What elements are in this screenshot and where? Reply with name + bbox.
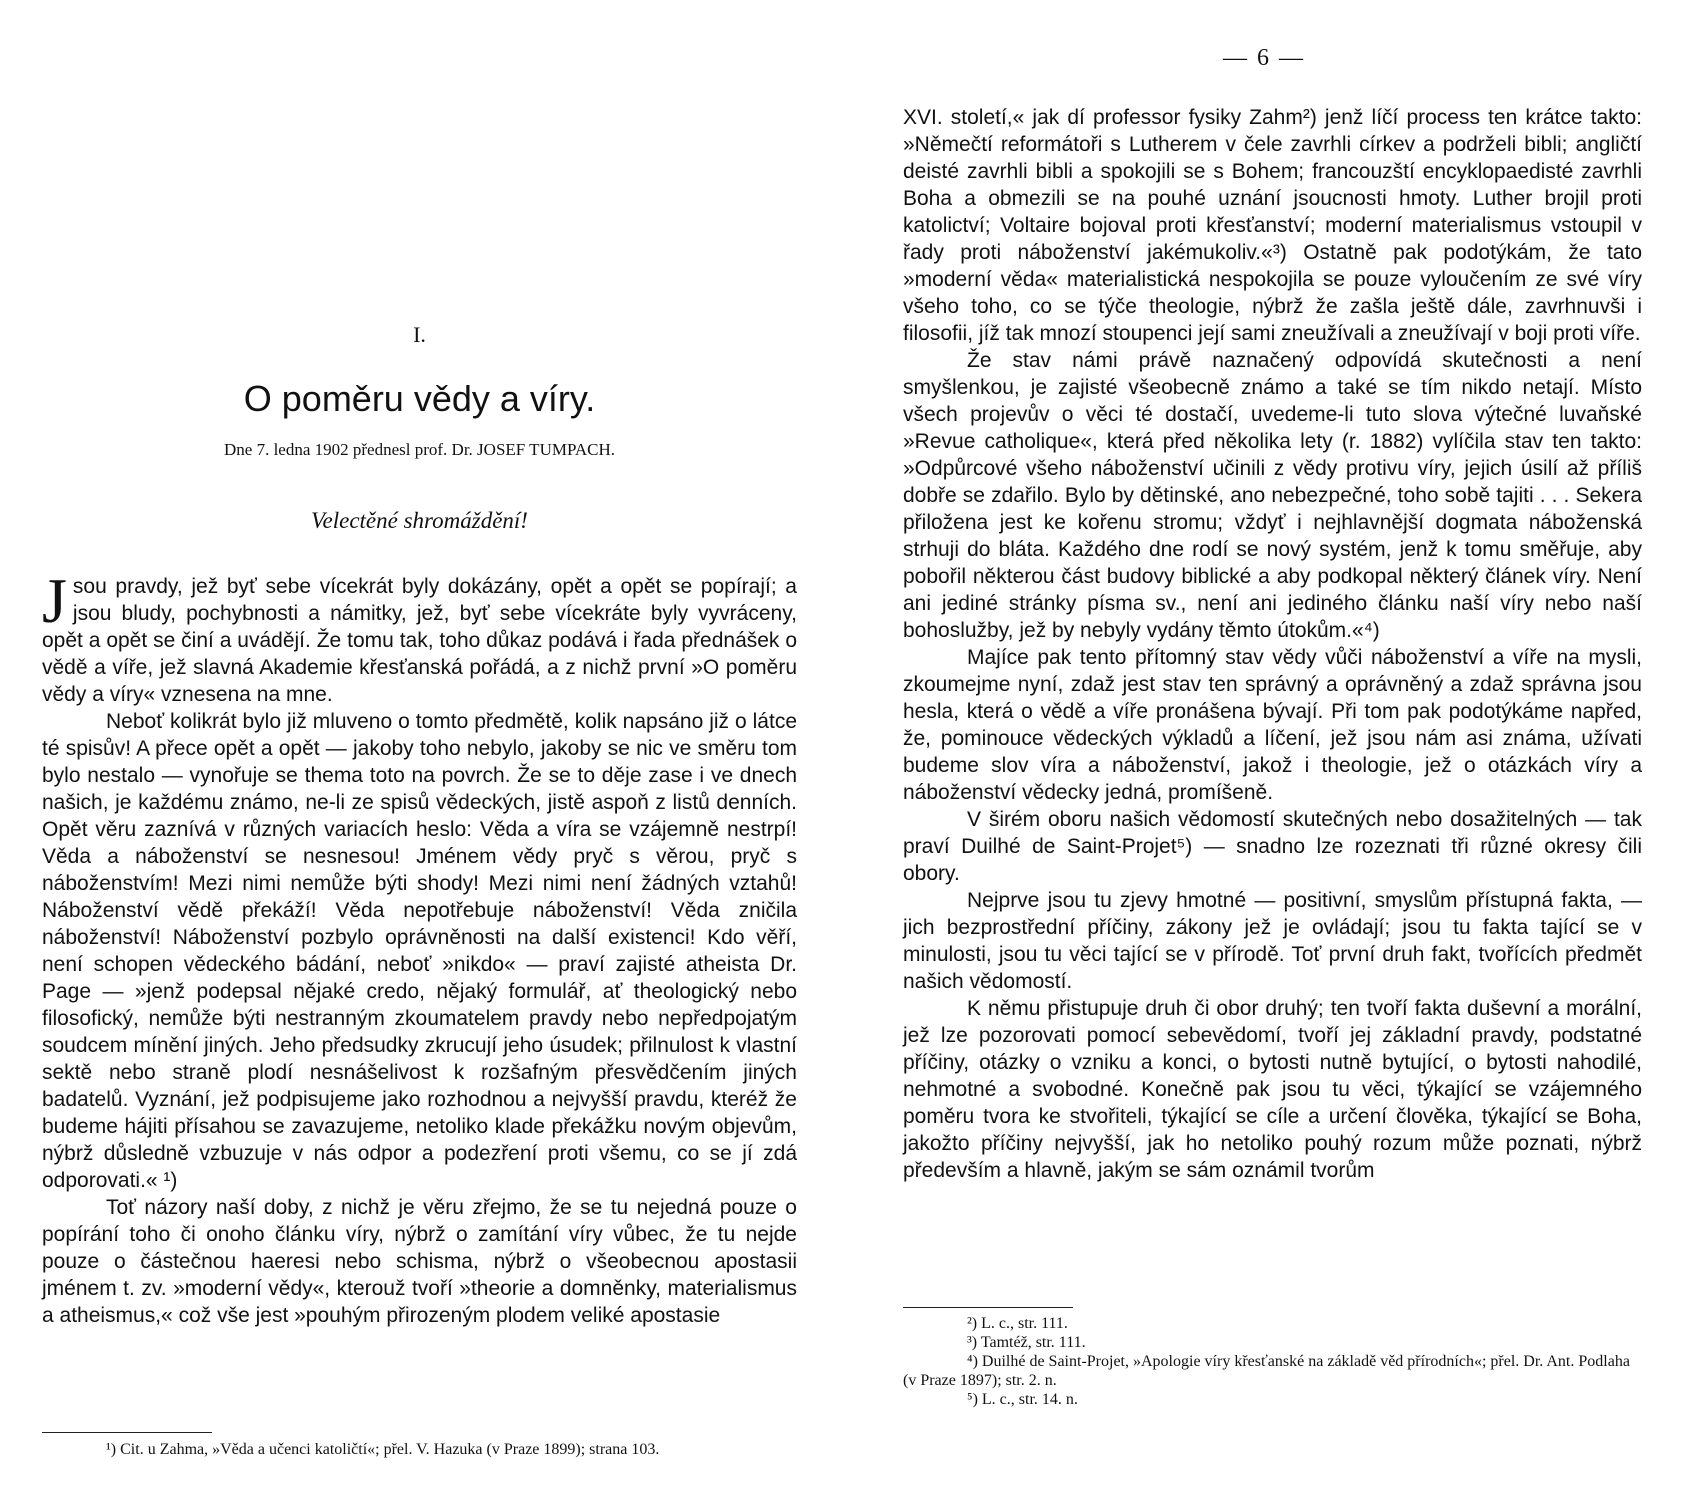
left-body-text <box>42 565 797 1329</box>
body-paragraph: Že stav námi právě naznačený odpovídá skutečnosti a není smyšlenkou, je zajisté všeobecně známo a také se tím nikdo netají. Místo všech projevův o věci té dostačí, uvedeme-li tuto slova výtečné luvaňské »Revue catholique«, která před několika lety (r. 1882) vylíčila stav ten takto: »Odpůrcové všeho náboženství učinili z vědy protivu víry, jejich úsilí až příliš dobře se zdařilo. Bylo by dětinské, ano nebezpečné, toho sobě tajiti . . . Sekera přiložena jest ke kořenu stromu; vždyť i nejhlavnější dogmata náboženská strhuji do bláta. Každého dne rodí se nový systém, jenž k tomu směřuje, aby pobořil některou část budovy biblické a aby podkopal některý článek víry. Není ani jediné stránky písma sv., není ani jediného článku naší víry nebo naší bohoslužby, jež by nebyly vydány těmto útokům.«⁴) <box>903 349 1642 642</box>
paragraph-text: sou pravdy, jež byť sebe vícekrát byly dokázány, opět a opět se popírají; a jsou bludy, pochybnosti a námitky, jež, byť sebe vícekráte byly vyvráceny, opět a opět se činí a uvádějí. Že tomu tak, toho důkaz podává i řada přednášek o vědě a víře, jež slavná Akademie křesťanská pořádá, a z nichž první »O poměru vědy a víry« vznesena na mne. <box>42 575 797 706</box>
footnote-rule <box>42 1432 212 1433</box>
body-paragraph: K němu přistupuje druh či obor druhý; ten tvoří fakta duševní a morální, jež lze pozorovati pomocí sebevědomí, tvoří jej základní pravdy, podstatné příčiny, otázky o vzniku a konci, o bytosti nutně bytující, o bytosti nahodilé, nehmotné a svobodné. Konečně pak jsou tu věci, týkající se vzájemného poměru tvora ke stvořiteli, týkající se cíle a určení člověka, týkající se Boha, jakožto příčiny nejvyšší, jak ho netoliko pouhý rozum může poznati, nýbrž především a hlavně, jakým se sám oznámil tvorům <box>903 997 1642 1182</box>
right-footnotes <box>903 1314 1642 1409</box>
body-paragraph: Nejprve jsou tu zjevy hmotné — positivní, smyslům přístupná fakta, — jich bezprostřední příčiny, zákony jež je ovládají; jsou tu fakta tající se v minulosti, jsou tu věci tající se v přírodě. Toť první druh fakt, tvořících předmět našich vědomostí. <box>903 889 1642 993</box>
body-paragraph: Toť názory naší doby, z nichž je věru zřejmo, že se tu nejedná pouze o popírání toho či onoho článku víry, nýbrž o zamítání víry vůbec, že tu nejde pouze o částečnou haeresi nebo schisma, nýbrž o všeobecnou apostasii jménem t. zv. »moderní vědy«, kterouž tvoří »theorie a domněnky, materialismus a atheismus,« což vše jest »pouhým přirozeným plodem veliké apostasie <box>42 1196 797 1327</box>
footnote: ³) Tamtéž, str. 111. <box>967 1334 1086 1351</box>
body-paragraph: Majíce pak tento přítomný stav vědy vůči náboženství a víře na mysli, zkoumejme nyní, zdaž jest stav ten správný a oprávněný a zdaž správna jsou hesla, která o vědě a víře pronášena bývají. Při tom pak podotýkáme napřed, že, pominouce vědeckých výkladů a líčení, jež jsou nám asi známa, užívati budeme slov víra a náboženství, jakož i theologie, jež o otázkách víry a náboženství vědecky jedná, promíšeně. <box>903 646 1642 804</box>
body-paragraph: Neboť kolikrát bylo již mluveno o tomto předmětě, kolik napsáno již o látce té spisův! A přece opět a opět — jakoby toho nebylo, jakoby se nic ve směru tom bylo nestalo — vynořuje se thema toto na povrch. Že se to děje zase i ve dnech našich, je každému známo, ne-li ze spisů vědeckých, jistě aspoň z listů denních. Opět věru zaznívá v různých variacích heslo: Věda a víra se vzájemně nestrpí! Věda a náboženství se nesnesou! Jménem vědy pryč s věrou, pryč s náboženstvím! Mezi nimi nemůže býti shody! Mezi nimi není žádných vztahů! Náboženství vědě překáží! Věda nepotřebuje náboženství! Věda zničila náboženství! Náboženství pozbylo oprávněnosti na další existenci! Kdo věří, není schopen vědeckého bádání, neboť »nikdo« — praví zajisté atheista Dr. Page — »jenž podepsal nějaké credo, nějaký formulář, ať theologický nebo filosofický, nemůže býti nestranným zkoumatelem pravdy nebo nepředpojatým soudcem mínění jiných. Jeho předsudky zkrucují jeho úsudek; přilnulost k vlastní sektě nebo straně plodí nesnášelivost k rozšafným přesvědčením jiných badatelů. Vyznání, jež podpisujeme jako rozhodnou a nejvyšší pravdu, kteréž že budeme hájiti přísahou se zavazujeme, netoliko klade překážku novým objevům, nýbrž důsledně vzbuzuje v nás odpor a podezření proti všemu, co se jí zdá odporovati.« ¹) <box>42 710 797 1192</box>
body-paragraph: XVI. století,« jak dí professor fysiky Zahm²) jenž líčí process ten krátce takto: »Němečtí reformátoři s Lutherem v čele zavrhli církev a podrželi bibli; angličtí deisté zavrhli bibli a spokojili se s Bohem; francouzští encyklopaedisté zavrhli Boha a obmezili se na pouhé uznání jsoucnosti hmoty. Luther brojil proti katolictví; Voltaire bojoval proti křesťanství; moderní materialismus vstoupil v řady proti náboženství jakémukoliv.«³) Ostatně pak podotýkám, že tato »moderní věda« materialistická nespokojila se pouze vyloučením ze své víry všeho toho, co se týče theologie, nýbrž že zašla ještě dále, zavrhnuvši i filosofii, jíž tak mnozí stoupenci její sami zneužívali a zneužívají v boji proti víře. <box>903 106 1642 345</box>
footnote: ⁴) Duilhé de Saint-Projet, »Apologie víry křesťanské na základě věd přírodních«; přel. Dr. Ant. Podlaha (v Praze 1897); str. 2. n. <box>903 1353 1630 1389</box>
section-number: I. <box>413 322 426 347</box>
footnote: ²) L. c., str. 111. <box>967 1315 1068 1332</box>
drop-cap: J <box>42 565 67 636</box>
footnote-rule <box>903 1307 1073 1308</box>
right-body-text <box>903 104 1642 1184</box>
page-title: O poměru vědy a víry. <box>243 378 596 419</box>
body-paragraph <box>42 565 797 708</box>
footnote: ⁵) L. c., str. 14. n. <box>967 1391 1078 1408</box>
lecture-byline: Dne 7. ledna 1902 přednesl prof. Dr. JOSEF TUMPACH. <box>224 440 615 459</box>
body-paragraph: V širém oboru našich vědomostí skutečných nebo dosažitelných — tak praví Duilhé de Saint-Projet⁵) — snadno lze rozeznati tři různé okresy čili obory. <box>903 808 1642 885</box>
salutation: Velectěné shromáždění! <box>311 508 528 533</box>
footnote: ¹) Cit. u Zahma, »Věda a učenci katoličtí«; přel. V. Hazuka (v Praze 1899); strana 103. <box>106 1441 660 1458</box>
left-footnotes <box>42 1440 797 1459</box>
page-number: — 6 — <box>1223 45 1305 71</box>
